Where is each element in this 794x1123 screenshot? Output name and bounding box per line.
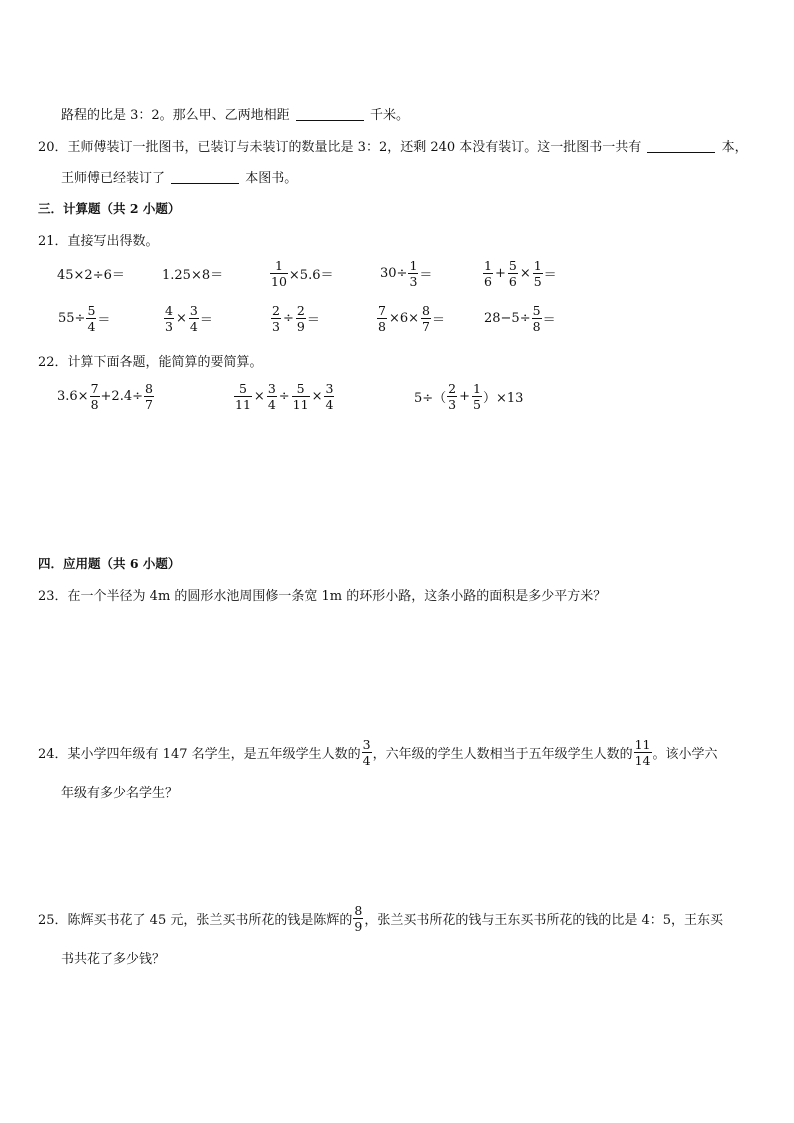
- fraction: $\frac{2}{3}$: [272, 303, 280, 334]
- fraction: $\frac{4}{3}$: [165, 303, 173, 334]
- q19-line: [61, 104, 409, 123]
- q21-title: 21．直接写出得数。: [38, 234, 159, 249]
- q24-line2: 年级有多少名学生？: [61, 786, 179, 801]
- fraction: $\frac{1}{5}$: [533, 258, 542, 289]
- q21-expr-6: 55÷ $\frac{5}{4}$ ＝: [58, 303, 111, 334]
- fraction: $\frac{3}{4}$: [189, 303, 198, 334]
- fraction: $\frac{8}{9}$: [354, 903, 363, 934]
- section4-title: 四．应用题（共 6 小题）: [38, 556, 181, 571]
- q25-line1: 25．陈辉买书花了 45 元，张兰买书所花的钱是陈辉的 $\frac{8}{9}$ ，张兰买书所花的钱与王东买书所花的钱的比是 4：5，王东买: [38, 903, 723, 934]
- fraction: $\frac{5}{11}$: [292, 381, 309, 412]
- fraction: $\frac{1}{6}$: [484, 258, 492, 289]
- q23-text: 23．在一个半径为 4m 的圆形水池周围修一条宽 1m 的环形小路，这条小路的面积是多少平方米？: [38, 589, 607, 604]
- fraction: $\frac{3}{4}$: [325, 381, 334, 412]
- q21-expr-3: $\frac{1}{10}$ ×5.6＝: [271, 258, 334, 289]
- q20-suffix1: 本，: [721, 140, 748, 155]
- fraction: $\frac{1}{5}$: [473, 381, 481, 412]
- fraction: $\frac{3}{4}$: [362, 737, 371, 768]
- q21-expr-1: [57, 264, 125, 283]
- q21-expr-2: [162, 264, 223, 283]
- fraction: $\frac{5}{4}$: [87, 303, 96, 334]
- q20-total-blank[interactable]: [647, 140, 715, 153]
- q21-expr-5: $\frac{1}{6}$ + $\frac{5}{6}$ × $\frac{1}{5}$ ＝: [484, 258, 557, 289]
- fraction: $\frac{5}{8}$: [532, 303, 541, 334]
- q19-suffix: 千米。: [369, 108, 409, 123]
- fraction: $\frac{2}{9}$: [296, 303, 305, 334]
- q22-title: 22．计算下面各题，能简算的要简算。: [38, 355, 263, 370]
- section3-title: 三．计算题（共 2 小题）: [38, 201, 181, 216]
- q20-text: 20．王师傅装订一批图书，已装订与未装订的数量比是 3：2，还剩 240 本没有装订。这一批图书一共有: [38, 140, 642, 155]
- q20-line1: [38, 136, 748, 155]
- q21-expr-4: 30÷ $\frac{1}{3}$ ＝: [380, 258, 433, 289]
- q20-bound-blank[interactable]: [171, 171, 239, 184]
- q25-line2: 书共花了多少钱？: [61, 952, 166, 967]
- q24-line1: 24．某小学四年级有 147 名学生，是五年级学生人数的 $\frac{3}{4}$ ，六年级的学生人数相当于五年级学生人数的 $\frac{11}{14}$ 。该小学六: [38, 737, 718, 768]
- q22-expr-3: 5÷（ $\frac{2}{3}$ + $\frac{1}{5}$ ）×13: [414, 381, 524, 412]
- q22-expr-1: 3.6× $\frac{7}{8}$ +2.4÷ $\frac{8}{7}$: [57, 381, 153, 412]
- q20-text2: 王师傅已经装订了: [61, 171, 166, 186]
- q19-text: 路程的比是 3：2。那么甲、乙两地相距: [61, 108, 290, 123]
- fraction: $\frac{8}{7}$: [145, 381, 153, 412]
- q21-expr-2-text: 1.25×8＝: [162, 268, 224, 283]
- fraction: $\frac{5}{6}$: [508, 258, 517, 289]
- q21-expr-1-text: 45×2÷6＝: [57, 268, 125, 283]
- q19-answer-blank[interactable]: [296, 108, 364, 121]
- fraction: $\frac{8}{7}$: [422, 303, 430, 334]
- q21-expr-8: $\frac{2}{3}$ ÷ $\frac{2}{9}$ ＝: [272, 303, 320, 334]
- fraction: $\frac{7}{8}$: [378, 303, 386, 334]
- fraction: $\frac{2}{3}$: [448, 381, 457, 412]
- q21-expr-7: $\frac{4}{3}$ × $\frac{3}{4}$ ＝: [165, 303, 213, 334]
- q21-expr-10: 28−5÷ $\frac{5}{8}$ ＝: [484, 303, 556, 334]
- q22-expr-2: $\frac{5}{11}$ × $\frac{3}{4}$ ÷ $\frac{5}{11}$ × $\frac{3}{4}$: [235, 381, 334, 412]
- q20-line2: [61, 167, 297, 186]
- fraction: $\frac{1}{3}$: [409, 258, 418, 289]
- q20-suffix2: 本图书。: [245, 171, 298, 186]
- fraction: $\frac{1}{10}$: [271, 258, 287, 289]
- fraction: $\frac{5}{11}$: [235, 381, 251, 412]
- fraction: $\frac{7}{8}$: [90, 381, 99, 412]
- fraction: $\frac{11}{14}$: [634, 737, 651, 768]
- q21-expr-9: $\frac{7}{8}$ ×6× $\frac{8}{7}$ ＝: [378, 303, 445, 334]
- fraction: $\frac{3}{4}$: [267, 381, 276, 412]
